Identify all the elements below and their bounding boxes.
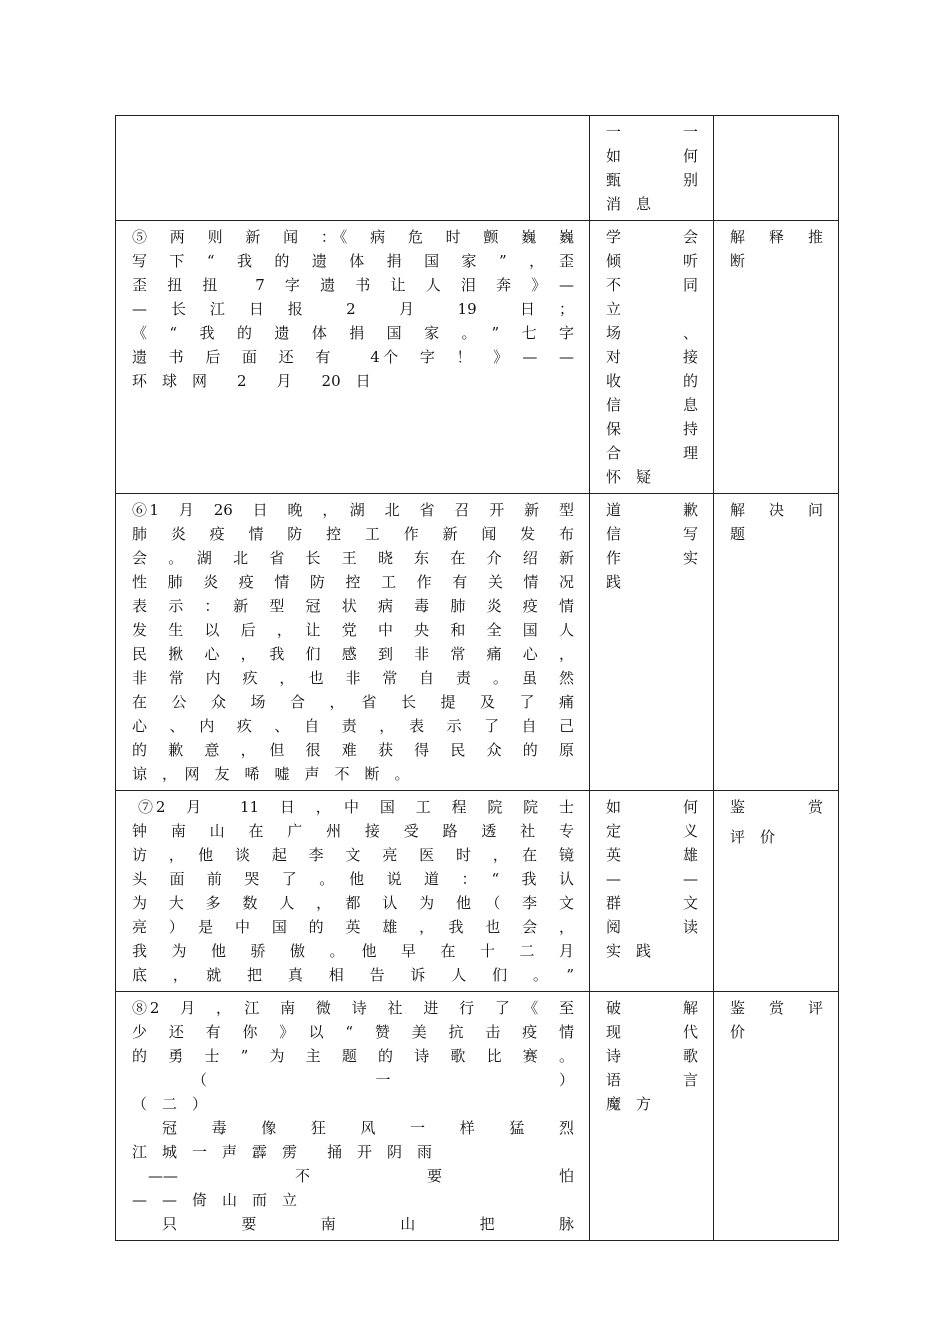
material-line: 非 常 内 疚 ， 也 非 常 自 责 。 虽 然 <box>132 669 574 687</box>
material-line: 钟 南 山 在 广 州 接 受 路 透 社 专 <box>132 822 574 840</box>
table-row <box>116 221 839 494</box>
material-line: 《 “ 我 的 遗 体 捐 国 家 。 ” 七 字 <box>132 324 574 342</box>
task-line: 不 同 <box>606 276 698 294</box>
task-cell <box>590 494 714 791</box>
material-line: 民 揪 心 ， 我 们 感 到 非 常 痛 心 ， <box>132 645 574 663</box>
material-line: — — 倚 山 而 立 <box>132 1191 298 1209</box>
task-line: 学 会 <box>606 228 698 246</box>
ability-cell <box>714 494 839 791</box>
task-line: 消 息 <box>606 195 652 213</box>
task-line: 信 写 <box>606 525 698 543</box>
table-row <box>116 116 839 221</box>
task-line: 如 何 <box>606 147 698 165</box>
material-line: 性 肺 炎 疫 情 防 控 工 作 有 关 情 况 <box>132 573 574 591</box>
ability-cell <box>714 791 839 992</box>
task-line: 道 歉 <box>606 501 698 519</box>
task-line: 一 一 <box>606 123 698 141</box>
ability-cell <box>714 221 839 494</box>
task-line: 践 <box>606 573 622 591</box>
task-line: 合 理 <box>606 444 698 462</box>
material-line: 亮 ） 是 中 国 的 英 雄 ， 我 也 会 ， <box>132 918 574 936</box>
task-line: 破 解 <box>606 999 698 1017</box>
material-line: 少 还 有 你 》 以 “ 赞 美 抗 击 疫 情 <box>132 1023 574 1041</box>
material-line: 我 为 他 骄 傲 。 他 早 在 十 二 月 <box>132 942 574 960</box>
task-cell <box>590 221 714 494</box>
task-line: 英 雄 <box>606 846 698 864</box>
task-line: 怀 疑 <box>606 468 652 486</box>
ability-cell <box>714 992 839 1241</box>
ability-line: 题 <box>730 525 746 543</box>
table-row <box>116 494 839 791</box>
material-line: 江 城 一 声 霹 雳 捅 开 阴 雨 <box>132 1143 433 1161</box>
ability-line: 鉴 赏 <box>730 798 823 816</box>
material-cell <box>116 791 590 992</box>
task-line: 甄 别 <box>606 171 698 189</box>
material-line: ⑥1 月 26 日 晚 ， 湖 北 省 召 开 新 型 <box>132 501 574 519</box>
material-line: 表 示 ： 新 型 冠 状 病 毒 肺 炎 疫 情 <box>132 597 574 615</box>
material-cell <box>116 494 590 791</box>
material-line: 只 要 南 山 把 脉 <box>162 1215 574 1233</box>
material-cell <box>116 221 590 494</box>
material-line: 的 勇 士 ” 为 主 题 的 诗 歌 比 赛 。 <box>132 1047 574 1065</box>
ability-line: 鉴 赏 评 <box>730 999 823 1017</box>
task-line: 群 文 <box>606 894 698 912</box>
material-line: —— 不 要 怕 <box>148 1167 574 1185</box>
task-line: 收 的 <box>606 372 698 390</box>
material-line: ⑧2 月 ， 江 南 微 诗 社 进 行 了 《 至 <box>132 999 574 1017</box>
material-line: （ 二 ） <box>132 1095 208 1113</box>
material-line: ⑤ 两 则 新 闻 ：《 病 危 时 颤 巍 巍 <box>132 228 574 246</box>
material-line: 访 ， 他 谈 起 李 文 亮 医 时 ， 在 镜 <box>132 846 574 864</box>
content-table <box>115 115 839 1241</box>
material-line: 写 下 “ 我 的 遗 体 捐 国 家 ” ， 歪 <box>132 252 574 270</box>
material-line: 肺 炎 疫 情 防 控 工 作 新 闻 发 布 <box>132 525 574 543</box>
material-line: 会 。 湖 北 省 长 王 晓 东 在 介 绍 新 <box>132 549 574 567</box>
material-line: 发 生 以 后 ， 让 党 中 央 和 全 国 人 <box>132 621 574 639</box>
material-line: 歪 扭 扭 7 字 遗 书 让 人 泪 奔 》 — <box>132 276 574 294</box>
material-line: 环 球 网 2 月 20 日 <box>132 372 371 390</box>
material-cell <box>116 116 590 221</box>
material-line: 为 大 多 数 人 ， 都 认 为 他 （ 李 文 <box>132 894 574 912</box>
ability-line: 断 <box>730 252 746 270</box>
task-line: 阅 读 <box>606 918 698 936</box>
task-line: 信 息 <box>606 396 698 414</box>
material-line: （ 一 ） <box>192 1071 574 1089</box>
task-line: 如 何 <box>606 798 698 816</box>
material-cell <box>116 992 590 1241</box>
task-line: 对 接 <box>606 348 698 366</box>
task-cell <box>590 992 714 1241</box>
material-line: 在 公 众 场 合 ， 省 长 提 及 了 痛 <box>132 693 574 711</box>
material-line: 遗 书 后 面 还 有 4个 字 ！ 》 — — <box>132 348 574 366</box>
task-line: 倾 听 <box>606 252 698 270</box>
material-line: 冠 毒 像 狂 风 一 样 猛 烈 <box>162 1119 574 1137</box>
material-line: 心 、 内 疚 、 自 责 ， 表 示 了 自 己 <box>132 717 574 735</box>
ability-line: 解 释 推 <box>730 228 823 246</box>
task-line: 现 代 <box>606 1023 698 1041</box>
table-row <box>116 992 839 1241</box>
task-cell <box>590 791 714 992</box>
task-line: 魔 方 <box>606 1095 652 1113</box>
ability-cell <box>714 116 839 221</box>
material-line: 的 歉 意 ， 但 很 难 获 得 民 众 的 原 <box>132 741 574 759</box>
task-line: 作 实 <box>606 549 698 567</box>
task-line: 场 、 <box>606 324 698 342</box>
ability-line: 评 价 <box>730 828 776 846</box>
ability-line: 解 决 问 <box>730 501 823 519</box>
task-line: 立 <box>606 300 622 318</box>
task-cell <box>590 116 714 221</box>
task-line: 语 言 <box>606 1071 698 1089</box>
task-line: — — <box>606 870 698 888</box>
task-line: 诗 歌 <box>606 1047 698 1065</box>
material-line: 谅 ， 网 友 唏 嘘 声 不 断 。 <box>132 765 410 783</box>
table-row <box>116 791 839 992</box>
task-line: 保 持 <box>606 420 698 438</box>
task-line: 实 践 <box>606 942 652 960</box>
material-line: 底 ， 就 把 真 相 告 诉 人 们 。 ” <box>132 966 574 984</box>
material-line: ⑦2 月 11 日 ， 中 国 工 程 院 院 士 <box>138 798 574 816</box>
material-line: — 长 江 日 报 2 月 19 日 ； <box>132 300 574 318</box>
ability-line: 价 <box>730 1023 746 1041</box>
material-line: 头 面 前 哭 了 。 他 说 道 ： “ 我 认 <box>132 870 574 888</box>
task-line: 定 义 <box>606 822 698 840</box>
